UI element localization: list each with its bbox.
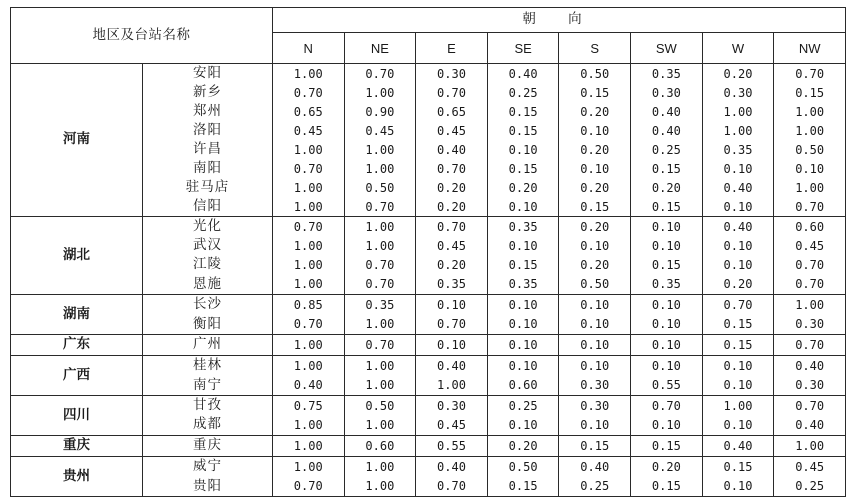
station-list [142, 396, 272, 436]
direction-header-sw: SW [631, 33, 703, 64]
station-name: 重庆 [192, 437, 222, 454]
coefficient-value: 0.25 [651, 142, 681, 157]
province-group-row [11, 356, 846, 396]
coefficient-value: 0.10 [651, 219, 681, 234]
coefficient-value: 0.40 [651, 123, 681, 138]
station-name: 甘孜 [192, 396, 222, 413]
value-column-n [272, 457, 344, 497]
value-column-s [559, 295, 631, 335]
coefficient-value: 0.10 [437, 297, 466, 312]
value-column-n [272, 64, 344, 217]
coefficient-value: 0.15 [651, 479, 681, 494]
coefficient-value: 1.00 [795, 123, 825, 138]
coefficient-value: 0.10 [651, 418, 681, 433]
province-name: 河南 [11, 64, 143, 217]
value-column-ne [344, 335, 416, 356]
coefficient-value: 0.40 [795, 358, 825, 373]
orientation-coefficient-table [10, 7, 846, 497]
value-column-sw [631, 335, 703, 356]
coefficient-value: 0.45 [437, 123, 466, 138]
coefficient-value: 0.30 [580, 398, 610, 413]
coefficient-value: 1.00 [365, 317, 395, 332]
coefficient-value: 0.20 [580, 142, 610, 157]
station-name: 南宁 [192, 376, 222, 393]
value-column-se [487, 217, 559, 295]
coefficient-value: 0.50 [365, 398, 395, 413]
coefficient-value: 0.10 [508, 418, 538, 433]
province-group-row [11, 217, 846, 295]
coefficient-value: 1.00 [293, 358, 323, 373]
station-name: 恩施 [192, 275, 222, 292]
value-column-sw [631, 356, 703, 396]
coefficient-value: 1.00 [365, 479, 395, 494]
coefficient-value: 0.70 [365, 199, 395, 214]
value-column-se [487, 64, 559, 217]
station-name: 广州 [192, 336, 222, 353]
value-column-e [416, 295, 488, 335]
station-name: 贵阳 [192, 477, 222, 494]
coefficient-value: 0.50 [580, 277, 610, 292]
coefficient-value: 0.15 [651, 438, 681, 453]
coefficient-value: 0.20 [723, 277, 753, 292]
station-name: 长沙 [192, 296, 222, 313]
value-column-se [487, 356, 559, 396]
province-group-row [11, 457, 846, 497]
coefficient-value: 1.00 [437, 378, 466, 393]
coefficient-value: 0.15 [580, 438, 610, 453]
coefficient-value: 1.00 [365, 358, 395, 373]
coefficient-value: 0.30 [580, 378, 610, 393]
coefficient-value: 0.20 [651, 459, 681, 474]
coefficient-value: 0.10 [580, 418, 610, 433]
coefficient-value: 0.10 [508, 239, 538, 254]
value-column-nw [774, 295, 846, 335]
coefficient-value: 0.60 [365, 438, 395, 453]
value-column-w [702, 217, 774, 295]
coefficient-value: 0.65 [437, 104, 466, 119]
coefficient-value: 0.15 [651, 161, 681, 176]
coefficient-value: 0.25 [508, 398, 538, 413]
value-column-e [416, 457, 488, 497]
value-column-sw [631, 457, 703, 497]
coefficient-value: 1.00 [365, 418, 395, 433]
value-column-e [416, 396, 488, 436]
station-name: 洛阳 [192, 121, 222, 138]
coefficient-value: 0.25 [580, 479, 610, 494]
coefficient-value: 0.15 [795, 85, 825, 100]
coefficient-value: 0.45 [437, 239, 466, 254]
coefficient-value: 0.35 [651, 66, 681, 81]
coefficient-value: 0.45 [365, 123, 395, 138]
coefficient-value: 1.00 [365, 239, 395, 254]
coefficient-value: 0.70 [795, 398, 825, 413]
coefficient-value: 0.30 [651, 85, 681, 100]
coefficient-value: 1.00 [365, 459, 395, 474]
coefficient-value: 0.70 [293, 161, 323, 176]
coefficient-value: 0.20 [723, 66, 753, 81]
station-name: 新乡 [192, 83, 222, 100]
coefficient-value: 0.50 [365, 180, 395, 195]
coefficient-value: 0.20 [508, 438, 538, 453]
coefficient-value: 0.85 [293, 297, 323, 312]
province-group-row [11, 335, 846, 356]
coefficient-value: 1.00 [293, 142, 323, 157]
coefficient-value: 0.10 [437, 338, 466, 353]
coefficient-value: 0.20 [437, 258, 466, 273]
direction-header-w: W [702, 33, 774, 64]
value-column-w [702, 396, 774, 436]
station-name: 威宁 [192, 458, 222, 474]
direction-header-e: E [416, 33, 488, 64]
value-column-n [272, 335, 344, 356]
value-column-ne [344, 217, 416, 295]
direction-header-n: N [272, 33, 344, 64]
coefficient-value: 0.70 [437, 219, 466, 234]
province-name: 湖北 [11, 217, 143, 295]
coefficient-value: 0.25 [795, 479, 825, 494]
station-list [142, 356, 272, 396]
value-column-se [487, 435, 559, 456]
value-column-sw [631, 295, 703, 335]
coefficient-value: 0.10 [723, 378, 753, 393]
coefficient-value: 0.30 [437, 398, 466, 413]
value-column-n [272, 295, 344, 335]
coefficient-value: 1.00 [723, 123, 753, 138]
station-list [142, 295, 272, 335]
coefficient-value: 0.15 [723, 459, 753, 474]
province-group-row [11, 435, 846, 456]
coefficient-value: 0.10 [580, 297, 610, 312]
direction-header-ne: NE [344, 33, 416, 64]
coefficient-value: 1.00 [365, 142, 395, 157]
coefficient-value: 0.90 [365, 104, 395, 119]
coefficient-value: 1.00 [365, 378, 395, 393]
province-name: 湖南 [11, 295, 143, 335]
coefficient-value: 0.65 [293, 104, 323, 119]
province-group-row [11, 295, 846, 335]
station-list [142, 335, 272, 356]
value-column-w [702, 335, 774, 356]
station-name: 光化 [192, 218, 222, 235]
coefficient-value: 0.70 [795, 338, 825, 353]
value-column-nw [774, 435, 846, 456]
coefficient-value: 0.40 [437, 459, 466, 474]
coefficient-value: 0.40 [293, 378, 323, 393]
coefficient-value: 1.00 [293, 438, 323, 453]
coefficient-value: 0.10 [723, 418, 753, 433]
coefficient-value: 0.10 [651, 338, 681, 353]
coefficient-value: 1.00 [365, 85, 395, 100]
value-column-n [272, 435, 344, 456]
coefficient-value: 0.15 [651, 258, 681, 273]
coefficient-value: 0.10 [508, 317, 538, 332]
coefficient-value: 0.10 [723, 358, 753, 373]
coefficient-value: 0.15 [651, 199, 681, 214]
direction-group-header: 朝 向 [272, 8, 845, 33]
coefficient-value: 0.70 [365, 277, 395, 292]
coefficient-value: 0.70 [795, 66, 825, 81]
value-column-nw [774, 64, 846, 217]
value-column-nw [774, 457, 846, 497]
value-column-nw [774, 396, 846, 436]
station-name: 武汉 [192, 237, 222, 254]
station-list [142, 217, 272, 295]
coefficient-value: 0.40 [723, 219, 753, 234]
coefficient-value: 0.15 [723, 338, 753, 353]
value-column-ne [344, 435, 416, 456]
coefficient-value: 0.10 [508, 297, 538, 312]
station-list [142, 435, 272, 456]
coefficient-value: 0.40 [580, 459, 610, 474]
coefficient-value: 1.00 [365, 161, 395, 176]
coefficient-value: 0.45 [293, 123, 323, 138]
coefficient-value: 0.20 [580, 104, 610, 119]
coefficient-value: 0.15 [508, 479, 538, 494]
value-column-w [702, 295, 774, 335]
value-column-ne [344, 356, 416, 396]
coefficient-value: 0.40 [651, 104, 681, 119]
coefficient-value: 0.70 [365, 258, 395, 273]
coefficient-value: 0.10 [723, 258, 753, 273]
direction-header-s: S [559, 33, 631, 64]
coefficient-value: 0.40 [723, 180, 753, 195]
coefficient-value: 0.10 [508, 358, 538, 373]
station-list [142, 457, 272, 497]
value-column-n [272, 217, 344, 295]
value-column-ne [344, 64, 416, 217]
coefficient-value: 0.30 [795, 378, 825, 393]
coefficient-value: 1.00 [293, 66, 323, 81]
value-column-n [272, 356, 344, 396]
value-column-w [702, 64, 774, 217]
coefficient-value: 0.70 [437, 161, 466, 176]
coefficient-value: 0.70 [365, 338, 395, 353]
value-column-se [487, 457, 559, 497]
coefficient-value: 0.40 [723, 438, 753, 453]
coefficient-value: 0.70 [651, 398, 681, 413]
coefficient-value: 0.70 [293, 317, 323, 332]
coefficient-value: 0.25 [508, 85, 538, 100]
coefficient-value: 0.10 [580, 358, 610, 373]
coefficient-value: 0.10 [580, 338, 610, 353]
value-column-nw [774, 217, 846, 295]
value-column-s [559, 64, 631, 217]
station-name: 衡阳 [192, 315, 222, 332]
coefficient-value: 0.55 [437, 438, 466, 453]
coefficient-value: 0.35 [508, 277, 538, 292]
coefficient-value: 0.70 [293, 85, 323, 100]
coefficient-value: 1.00 [293, 418, 323, 433]
coefficient-value: 0.75 [293, 398, 323, 413]
coefficient-value: 0.15 [508, 104, 538, 119]
station-name: 南阳 [192, 159, 222, 176]
coefficient-value: 0.10 [651, 297, 681, 312]
coefficient-value: 0.70 [795, 199, 825, 214]
coefficient-value: 0.15 [580, 199, 610, 214]
value-column-sw [631, 64, 703, 217]
coefficient-value: 0.45 [795, 459, 825, 474]
value-column-s [559, 356, 631, 396]
direction-header-nw: NW [774, 33, 846, 64]
coefficient-value: 0.20 [651, 180, 681, 195]
coefficient-value: 0.70 [437, 479, 466, 494]
coefficient-value: 0.10 [580, 317, 610, 332]
coefficient-value: 0.70 [437, 85, 466, 100]
coefficient-value: 0.40 [795, 418, 825, 433]
coefficient-value: 0.70 [723, 297, 753, 312]
coefficient-value: 0.50 [580, 66, 610, 81]
value-column-e [416, 64, 488, 217]
coefficient-value: 0.10 [723, 239, 753, 254]
station-name: 安阳 [192, 64, 222, 81]
value-column-w [702, 435, 774, 456]
value-column-se [487, 396, 559, 436]
coefficient-value: 0.40 [437, 142, 466, 157]
value-column-ne [344, 396, 416, 436]
coefficient-value: 1.00 [723, 398, 753, 413]
coefficient-value: 1.00 [293, 239, 323, 254]
coefficient-value: 1.00 [795, 297, 825, 312]
coefficient-value: 0.10 [580, 123, 610, 138]
value-column-se [487, 295, 559, 335]
coefficient-value: 0.10 [580, 161, 610, 176]
value-column-w [702, 457, 774, 497]
value-column-s [559, 435, 631, 456]
province-name: 四川 [11, 396, 143, 436]
coefficient-value: 0.10 [508, 199, 538, 214]
coefficient-value: 0.30 [437, 66, 466, 81]
coefficient-value: 0.70 [293, 479, 323, 494]
coefficient-value: 0.10 [795, 161, 825, 176]
coefficient-value: 0.50 [508, 459, 538, 474]
coefficient-value: 0.55 [651, 378, 681, 393]
coefficient-value: 0.60 [508, 378, 538, 393]
coefficient-value: 0.35 [365, 297, 395, 312]
coefficient-value: 1.00 [795, 180, 825, 195]
coefficient-value: 1.00 [293, 459, 323, 474]
coefficient-value: 1.00 [365, 219, 395, 234]
direction-header-se: SE [487, 33, 559, 64]
station-name: 驻马店 [185, 178, 230, 195]
coefficient-value: 0.10 [723, 199, 753, 214]
value-column-w [702, 356, 774, 396]
coefficient-value: 0.20 [437, 199, 466, 214]
coefficient-value: 1.00 [293, 199, 323, 214]
value-column-se [487, 335, 559, 356]
coefficient-value: 0.70 [365, 66, 395, 81]
coefficient-value: 1.00 [293, 180, 323, 195]
coefficient-value: 0.70 [795, 258, 825, 273]
coefficient-value: 0.60 [795, 219, 825, 234]
coefficient-value: 0.50 [795, 142, 825, 157]
station-name: 郑州 [192, 102, 222, 119]
coefficient-value: 1.00 [293, 258, 323, 273]
value-column-ne [344, 295, 416, 335]
coefficient-value: 0.10 [651, 239, 681, 254]
value-column-sw [631, 435, 703, 456]
coefficient-value: 1.00 [723, 104, 753, 119]
coefficient-value: 0.20 [508, 180, 538, 195]
coefficient-value: 0.10 [723, 479, 753, 494]
coefficient-value: 1.00 [293, 277, 323, 292]
coefficient-value: 0.35 [437, 277, 466, 292]
coefficient-value: 0.10 [508, 338, 538, 353]
coefficient-value: 0.30 [723, 85, 753, 100]
station-name: 江陵 [192, 256, 222, 273]
coefficient-value: 0.15 [508, 123, 538, 138]
coefficient-value: 0.10 [580, 239, 610, 254]
coefficient-value: 0.15 [580, 85, 610, 100]
coefficient-value: 1.00 [795, 104, 825, 119]
value-column-n [272, 396, 344, 436]
coefficient-value: 0.40 [437, 358, 466, 373]
coefficient-value: 0.10 [651, 358, 681, 373]
value-column-e [416, 217, 488, 295]
value-column-e [416, 335, 488, 356]
coefficient-value: 0.40 [508, 66, 538, 81]
province-name: 贵州 [11, 457, 143, 497]
station-name: 成都 [192, 416, 222, 433]
value-column-e [416, 356, 488, 396]
station-name: 信阳 [192, 197, 222, 214]
province-group-row [11, 64, 846, 217]
coefficient-value: 0.35 [723, 142, 753, 157]
coefficient-value: 0.15 [508, 161, 538, 176]
coefficient-value: 0.70 [293, 219, 323, 234]
value-column-e [416, 435, 488, 456]
coefficient-value: 0.10 [508, 142, 538, 157]
province-name: 广东 [11, 335, 143, 356]
region-station-header: 地区及台站名称 [11, 8, 273, 64]
coefficient-value: 0.45 [437, 418, 466, 433]
coefficient-value: 0.15 [723, 317, 753, 332]
coefficient-value: 0.35 [651, 277, 681, 292]
station-name: 许昌 [192, 140, 222, 157]
coefficient-value: 0.20 [580, 219, 610, 234]
coefficient-value: 0.15 [508, 258, 538, 273]
value-column-ne [344, 457, 416, 497]
coefficient-value: 1.00 [795, 438, 825, 453]
table-container [10, 7, 846, 497]
value-column-s [559, 335, 631, 356]
value-column-nw [774, 335, 846, 356]
value-column-s [559, 217, 631, 295]
coefficient-value: 0.70 [437, 317, 466, 332]
coefficient-value: 0.20 [580, 258, 610, 273]
coefficient-value: 0.10 [651, 317, 681, 332]
station-list [142, 64, 272, 217]
coefficient-value: 0.70 [795, 277, 825, 292]
station-name: 桂林 [192, 357, 222, 374]
coefficient-value: 0.20 [580, 180, 610, 195]
value-column-sw [631, 396, 703, 436]
coefficient-value: 1.00 [293, 338, 323, 353]
province-name: 广西 [11, 356, 143, 396]
value-column-sw [631, 217, 703, 295]
value-column-s [559, 396, 631, 436]
province-group-row [11, 396, 846, 436]
coefficient-value: 0.35 [508, 219, 538, 234]
value-column-s [559, 457, 631, 497]
coefficient-value: 0.30 [795, 317, 825, 332]
coefficient-value: 0.10 [723, 161, 753, 176]
value-column-nw [774, 356, 846, 396]
coefficient-value: 0.20 [437, 180, 466, 195]
coefficient-value: 0.45 [795, 239, 825, 254]
province-name: 重庆 [11, 435, 143, 456]
